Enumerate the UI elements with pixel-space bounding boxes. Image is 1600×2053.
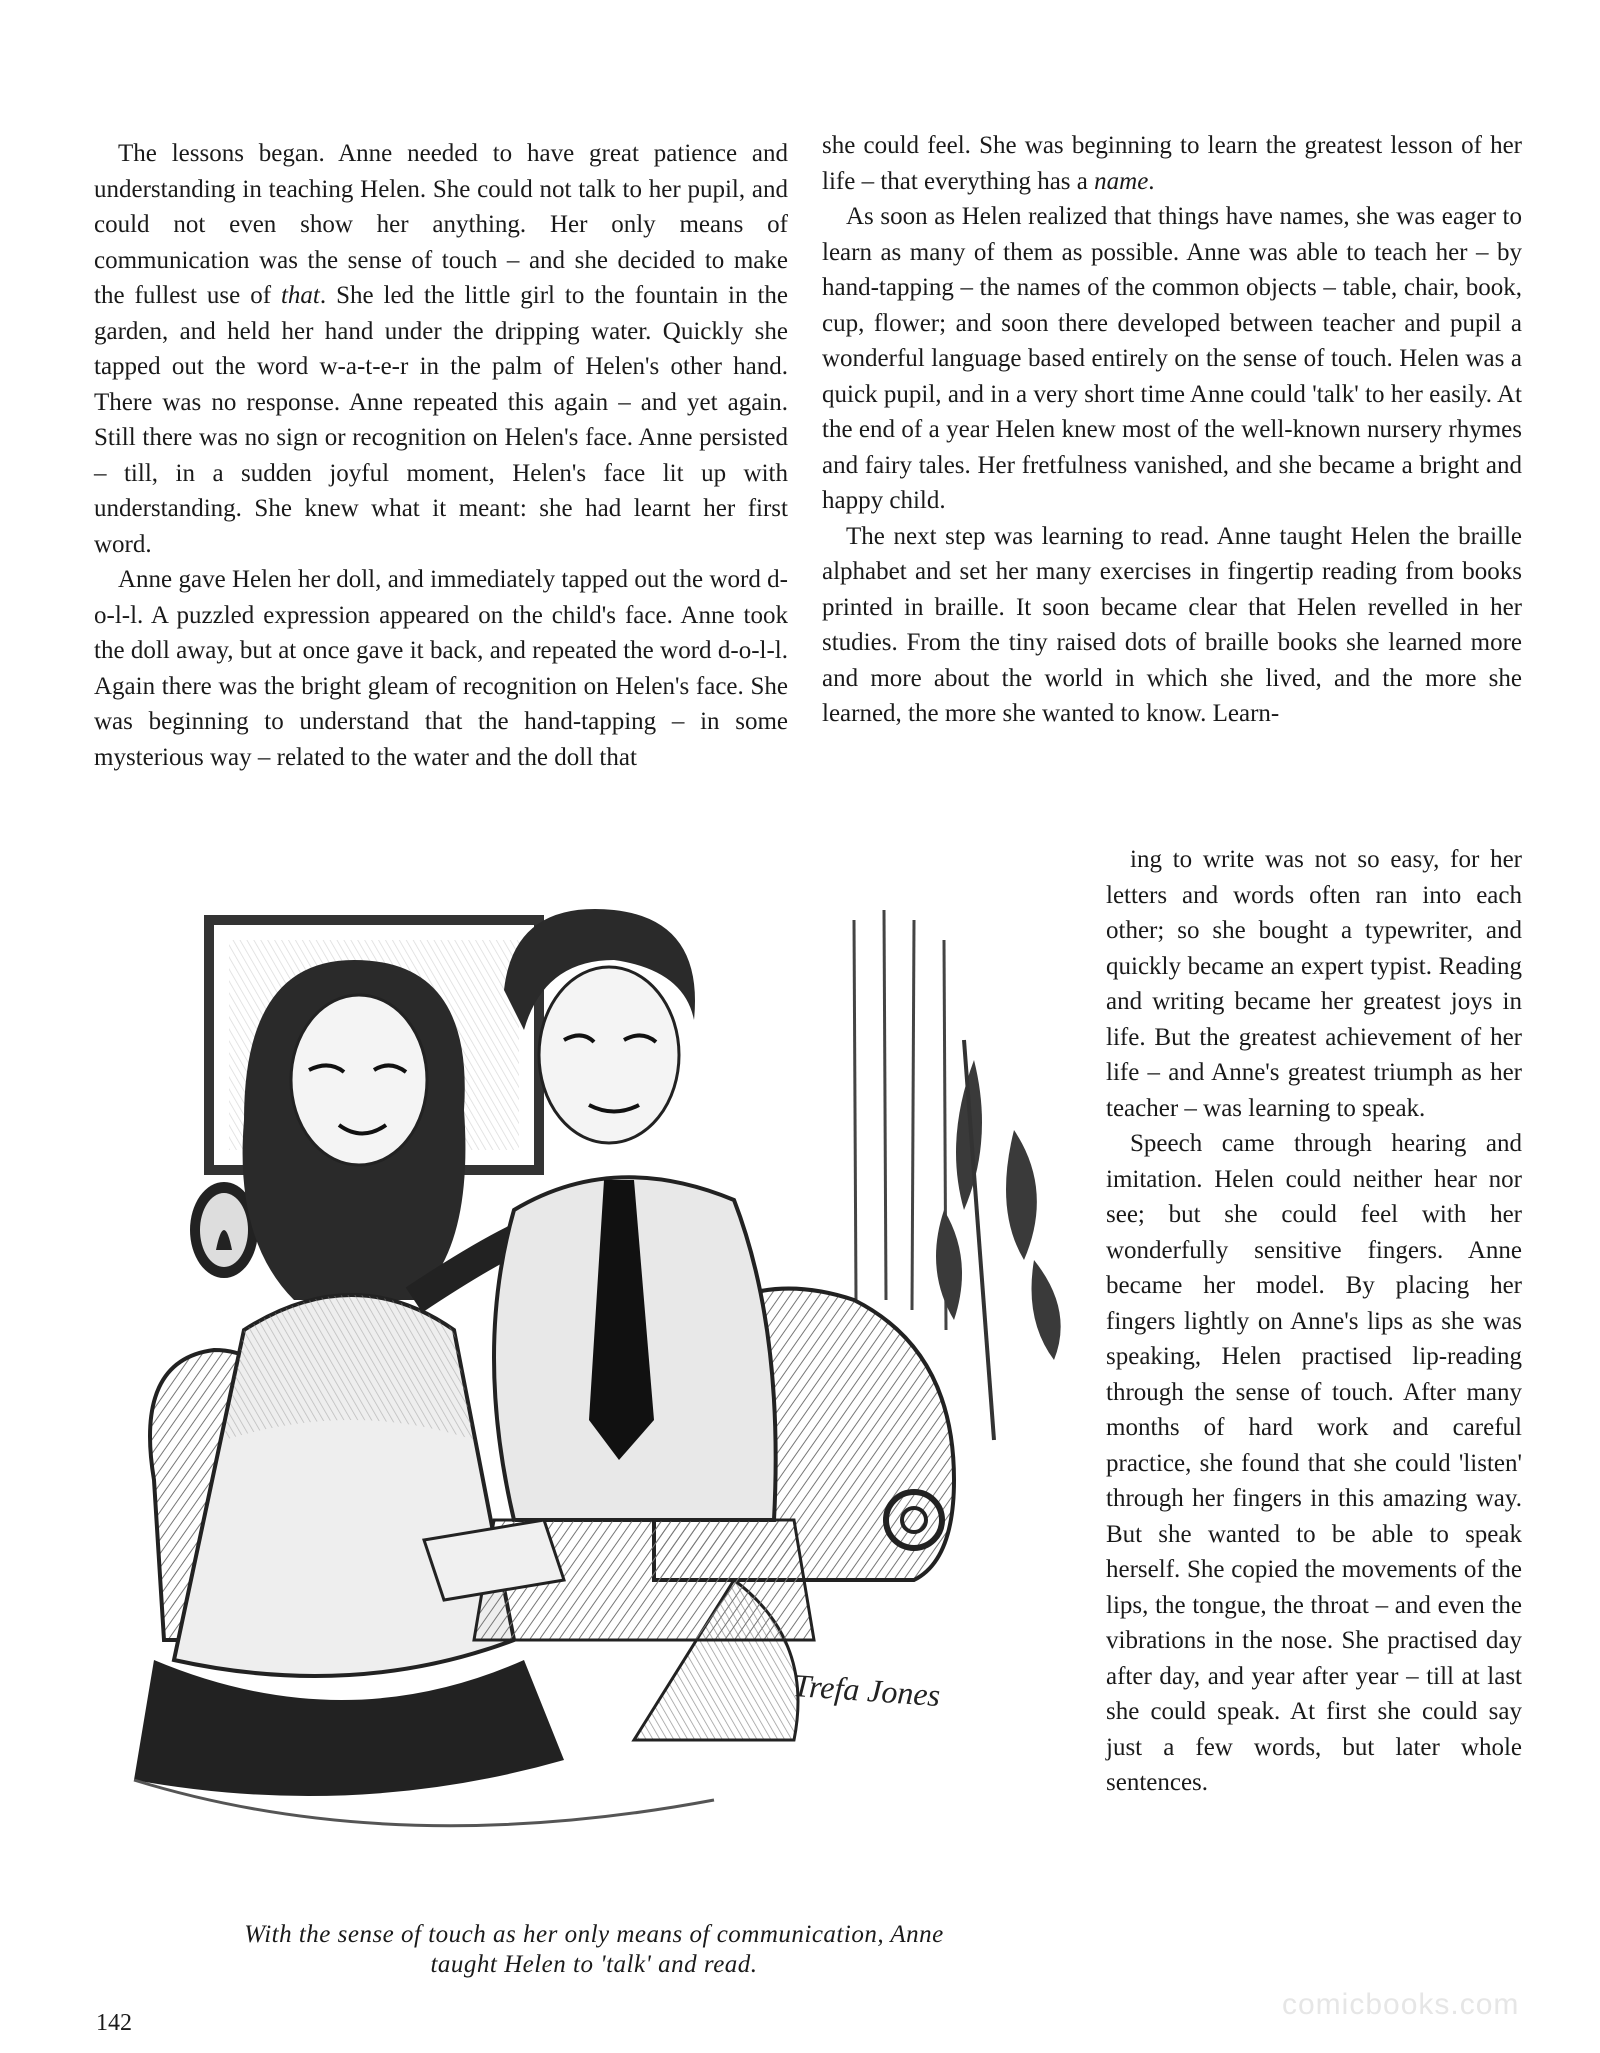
- caption-line-1: With the sense of touch as her only means of communication, Anne: [244, 1921, 944, 1948]
- paragraph-lessons-began: The lessons began. Anne needed to have great patience and understanding in teaching Helen. She could not talk to her pupil, and could not even show her anything. Her only means of communication was the sense of touch – and she decided to make the fullest use of that. She led the little girl to the fountain in the garden, and held her hand under the dripping water. Quickly she tapped out the word w-a-t-e-r in the palm of Helen's other hand. There was no response. Anne repeated this again – and yet again. Still there was no sign or recognition on Helen's face. Anne persisted – till, in a sudden joyful moment, Helen's face lit up with understanding. She knew what it meant: she had learnt her first word.: [94, 140, 788, 558]
- paragraph-speech: Speech came through hearing and imitation. Helen could neither hear nor see; but she could feel with her wonderfully sensitive fingers. Anne became her model. By placing her fingers lightly on Anne's lips as she was speaking, Helen practised lip-reading through the sense of touch. After many months of hard work and careful practice, she found that she could 'listen' through her fingers in this amazing way. But she wanted to be able to speak herself. She copied the movements of the lips, the tongue, the throat – and even the vibrations in the nose. She practised day after day, and year after year – till at last she could speak. At first she could say just a few words, but later whole sentences.: [1106, 1130, 1522, 1796]
- illustration-anne-and-helen: [94, 880, 1094, 1880]
- potted-plant: [936, 1040, 1061, 1440]
- paragraph-writing: ing to write was not so easy, for her letters and words often ran into each other; so she bought a typewriter, and quickly became an expert typist. Reading and writing became her greatest joys in life. But the greatest achievement of her life – and Anne's greatest triumph as her teacher – was learning to speak.: [1106, 846, 1522, 1122]
- narrow-text-column: [1106, 842, 1522, 1801]
- emphasis-that: that: [280, 282, 320, 309]
- paragraph-name-lesson: she could feel. She was beginning to learn the greatest lesson of her life – that everything has a name.: [822, 132, 1522, 195]
- paragraph-doll: Anne gave Helen her doll, and immediately tapped out the word d-o-l-l. A puzzled expression appeared on the child's face. Anne took the doll away, but at once gave it back, and repeated the word d-o-l-l. Again there was the bright gleam of recognition on Helen's face. She was beginning to understand that the hand-tapping – in some mysterious way – related to the water and the doll that: [94, 566, 788, 771]
- watermark: comicbooks.com: [1282, 1988, 1520, 2021]
- curtain: [854, 910, 946, 1330]
- right-text-column: [822, 128, 1522, 732]
- page-number: 142: [96, 2010, 132, 2036]
- emphasis-name: name: [1094, 167, 1149, 195]
- illustration-caption: [94, 1920, 1094, 1980]
- paragraph-names: As soon as Helen realized that things have names, she was eager to learn as many of them as possible. Anne was able to teach her – by hand-tapping – the names of the common objects – table, chair, book, cup, flower; and soon there developed between teacher and pupil a wonderful language based entirely on the sense of touch. Helen was a quick pupil, and in a very short time Anne could 'talk' to her easily. At the end of a year Helen knew most of the well-known nursery rhymes and fairy tales. Her fretfulness vanished, and she became a bright and happy child.: [822, 203, 1522, 514]
- artist-signature: Trefa Jones: [791, 1666, 942, 1714]
- caption-line-2: taught Helen to 'talk' and read.: [430, 1951, 758, 1978]
- left-text-column: [94, 136, 788, 775]
- paragraph-reading: The next step was learning to read. Anne taught Helen the braille alphabet and set her many exercises in fingertip reading from books printed in braille. It soon became clear that Helen revelled in her studies. From the tiny raised dots of braille books she learned more and more about the world in which she lived, and the more she learned, the more she wanted to know. Learn-: [822, 522, 1522, 727]
